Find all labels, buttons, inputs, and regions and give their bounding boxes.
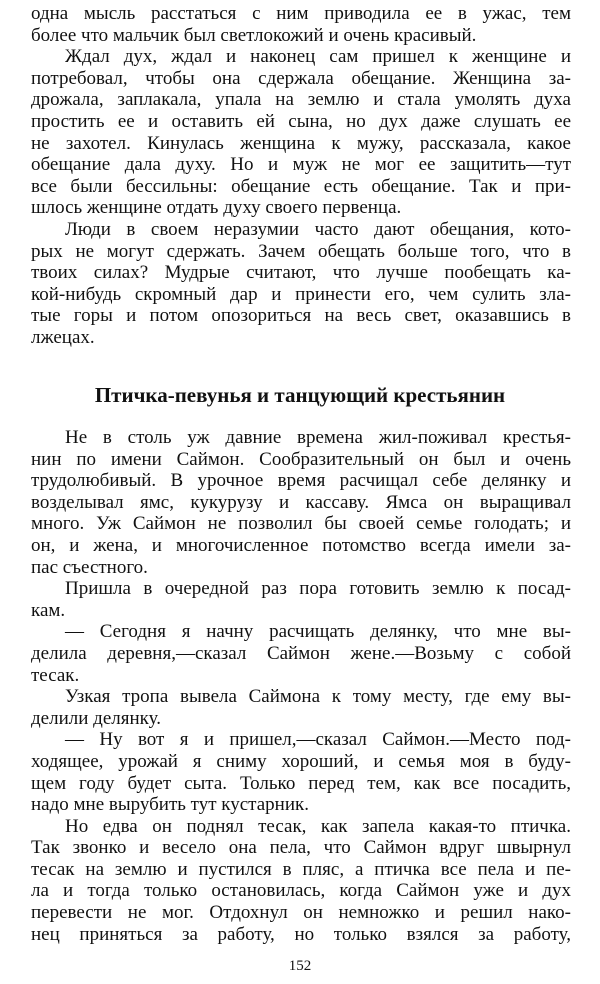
text-line: дрожала, заплакала, упала на землю и стала умолять духа xyxy=(31,89,571,111)
text-line: ходящее, урожай я сниму хороший, и семья моя в буду- xyxy=(31,750,571,772)
text-line: много. Уж Саймон не позволил бы своей семье голодать; и xyxy=(31,513,571,535)
text-line: — Сегодня я начну расчищать делянку, что мне вы- xyxy=(65,621,571,643)
text-line: кой-нибудь скромный дар и принести его, чем сулить зла- xyxy=(31,283,571,305)
continued-story-text xyxy=(31,3,571,349)
story-title: Птичка-певунья и танцующий крестьянин xyxy=(94,383,506,407)
text-line: все были бессильны: обещание есть обещание. Так и при- xyxy=(31,175,571,197)
text-line: рых не могут сдержать. Зачем обещать больше того, что в xyxy=(31,240,571,262)
text-line: надо мне вырубить тут кустарник. xyxy=(31,794,309,816)
text-line: щем году будет сыта. Только перед тем, как все посадить, xyxy=(31,772,571,794)
page-number: 152 xyxy=(288,958,312,974)
text-line: не захотел. Кинулась женщина к мужу, рассказала, какое xyxy=(31,132,571,154)
text-line: тые горы и потом опозориться на весь свет, оказавшись в xyxy=(31,305,571,327)
text-line: Не в столь уж давние времена жил-поживал крестья- xyxy=(65,427,571,448)
story-text xyxy=(31,427,571,945)
text-line: тесак на землю и пустился в пляс, а птичка все пела и пе- xyxy=(31,858,571,880)
text-line: Но едва он поднял тесак, как запела какая-то птичка. xyxy=(65,815,571,837)
text-line: тесак. xyxy=(31,664,80,686)
text-line: делили делянку. xyxy=(31,707,161,729)
text-line: Люди в своем неразумии часто дают обещания, кото- xyxy=(65,218,571,240)
text-line: более что мальчик был светлокожий и очень красивый. xyxy=(31,24,477,46)
text-line: делила деревня,—сказал Саймон жене.—Возьму с собой xyxy=(31,642,571,664)
text-line: пас съестного. xyxy=(31,556,148,578)
text-line: Пришла в очередной раз пора готовить землю к посад- xyxy=(65,578,571,600)
text-line: лжецах. xyxy=(31,326,95,348)
text-line: простить ее и оставить ей сына, но дух даже слушать ее xyxy=(31,110,571,132)
text-line: шлось женщине отдать духу своего первенца. xyxy=(31,197,402,219)
text-line: Узкая тропа вывела Саймона к тому месту, где ему вы- xyxy=(65,686,571,708)
text-line: кам. xyxy=(31,599,66,621)
text-line: твоих силах? Мудрые считают, что лучше пообещать ка- xyxy=(31,262,571,284)
text-line: одна мысль расстаться с ним приводила ее в ужас, тем xyxy=(31,3,571,24)
text-line: — Ну вот я и пришел,—сказал Саймон.—Место под- xyxy=(65,729,571,751)
text-line: ла и тогда только остановилась, когда Саймон уже и дух xyxy=(31,880,571,902)
text-line: потребовал, чтобы она сдержала обещание. Женщина за- xyxy=(31,67,571,89)
text-line: Так звонко и весело она пела, что Саймон вдруг швырнул xyxy=(31,837,571,859)
text-line: трудолюбивый. В урочное время расчищал себе делянку и xyxy=(31,470,571,492)
text-line: нин по имени Саймон. Сообразительный он был и очень xyxy=(31,448,571,470)
text-line: возделывал ямс, кукурузу и кассаву. Ямса он выращивал xyxy=(31,491,571,513)
text-line: он, и жена, и многочисленное потомство всегда имели за- xyxy=(31,534,571,556)
text-line: нец приняться за работу, но только взялся за работу, xyxy=(31,923,571,945)
text-line: Ждал дух, ждал и наконец сам пришел к женщине и xyxy=(65,46,571,68)
text-line: обещание дала духу. Но и муж не мог ее защитить—тут xyxy=(31,154,571,176)
text-line: перевести не мог. Отдохнул он немножко и решил нако- xyxy=(31,902,571,924)
